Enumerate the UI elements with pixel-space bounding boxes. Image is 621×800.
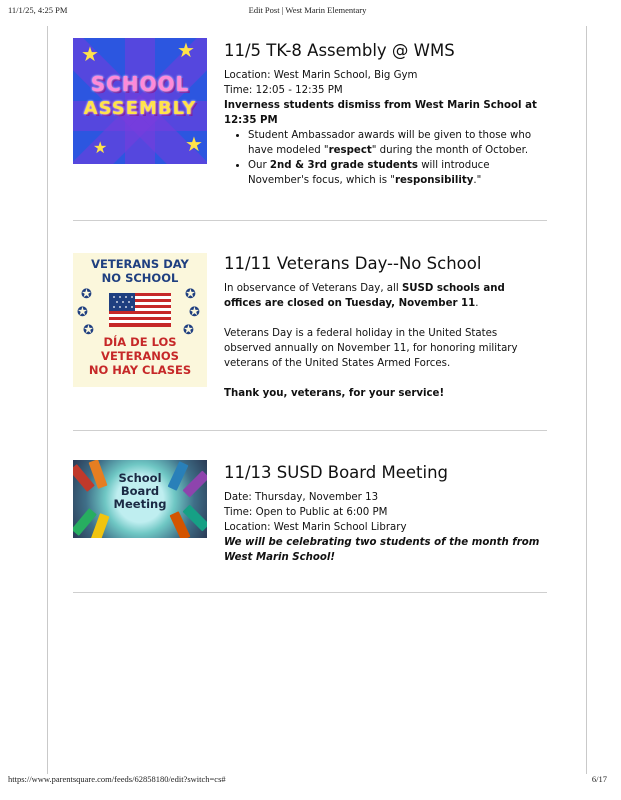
image-text-school: SCHOOL (90, 72, 190, 96)
page-number: 6/17 (591, 774, 607, 784)
school-board-meeting-image[interactable] (73, 460, 207, 538)
dismiss-note: Inverness students dismiss from West Marin School at 12:35 PM (224, 100, 537, 126)
image-text-assembly: ASSEMBLY (83, 98, 197, 119)
image-text: VETERANS DAY (91, 257, 189, 271)
star-icon: ✪ (83, 323, 94, 338)
star-icon: ✪ (189, 305, 200, 320)
image-text: DÍA DE LOS (103, 335, 177, 349)
print-datetime: 11/1/25, 4:25 PM (8, 5, 68, 15)
post-title: 11/5 TK-8 Assembly @ WMS (224, 41, 455, 60)
time-line: Time: Open to Public at 6:00 PM (224, 507, 388, 518)
content-frame-right-border (586, 26, 587, 774)
paragraph: In observance of Veterans Day, all SUSD schools and offices are closed on Tuesday, November 11. (224, 283, 505, 309)
star-icon: ✪ (185, 287, 196, 302)
image-text: VETERANOS (101, 349, 179, 363)
post-content (224, 253, 544, 401)
image-text: School Board Meeting (113, 471, 167, 511)
post-board-meeting (73, 460, 553, 570)
post-title: 11/13 SUSD Board Meeting (224, 463, 449, 482)
post-divider (73, 220, 547, 221)
star-icon: ★ (93, 138, 108, 157)
print-url[interactable]: https://www.parentsquare.com/feeds/62858180/edit?switch=cs# (8, 774, 226, 784)
star-icon: ✪ (183, 323, 194, 338)
bullet-list (224, 128, 544, 188)
post-assembly (73, 38, 553, 186)
list-item: • Student Ambassador awards will be given to those who have modeled "respect" during the month of October. (248, 128, 544, 158)
paragraph: Veterans Day is a federal holiday in the United States observed annually on November 11, for honoring military veterans of the United States Armed Forces. (224, 328, 518, 369)
paragraph: Thank you, veterans, for your service! (224, 388, 445, 399)
image-text: NO SCHOOL (101, 271, 179, 285)
note-line: We will be celebrating two students of the month from West Marin School! (224, 537, 540, 563)
veterans-day-image[interactable] (73, 253, 207, 387)
image-text: NO HAY CLASES (88, 363, 192, 377)
content-frame-left-border (47, 26, 48, 774)
star-icon: ✪ (81, 287, 92, 302)
date-line: Date: Thursday, November 13 (224, 492, 379, 503)
post-content (224, 462, 544, 565)
star-icon: ✪ (77, 305, 88, 320)
post-veterans-day (73, 253, 553, 399)
location-line: Location: West Marin School Library (224, 522, 407, 533)
star-icon: ★ (177, 38, 195, 62)
list-item: • Our 2nd & 3rd grade students will introduce November's focus, which is "responsibility." (248, 158, 544, 188)
post-divider (73, 430, 547, 431)
us-flag-icon (109, 293, 171, 327)
post-divider (73, 592, 547, 593)
print-title: Edit Post | West Marin Elementary (248, 5, 367, 15)
star-icon: ★ (185, 132, 203, 156)
post-title: 11/11 Veterans Day--No School (224, 254, 482, 273)
location-line: Location: West Marin School, Big Gym (224, 70, 418, 81)
time-line: Time: 12:05 - 12:35 PM (224, 85, 343, 96)
school-assembly-image[interactable] (73, 38, 207, 164)
post-content (224, 40, 544, 188)
star-icon: ★ (81, 42, 99, 66)
